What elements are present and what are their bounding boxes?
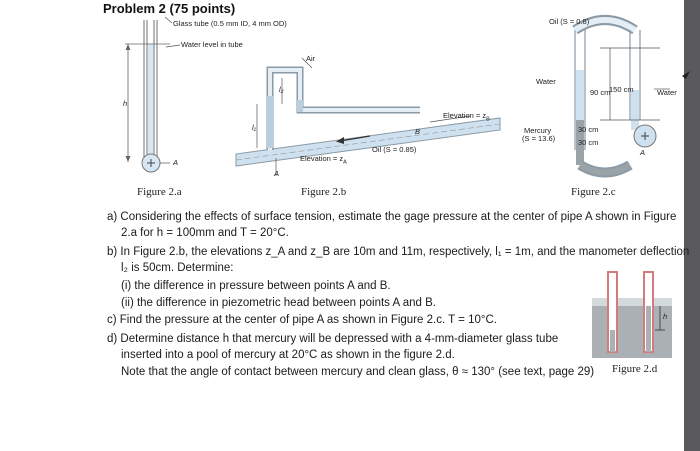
fig2a-point-a: A — [173, 158, 179, 167]
figure-2d-drawing — [592, 272, 672, 358]
fig2a-tube-label: Glass tube (0.5 mm ID, 4 mm OD) — [173, 19, 287, 28]
problem-title: Problem 2 (75 points) — [103, 1, 236, 16]
fig2b-l1: l₁ — [252, 123, 257, 132]
fig2c-mercury-s: (S = 13.6) — [522, 134, 556, 143]
question-a-line1: a) Considering the effects of surface tension, estimate the gage pressure at the center of pipe A shown in Figure — [107, 211, 677, 223]
fig2c-water-right: Water — [657, 88, 677, 97]
fig2c-point-a: A — [640, 148, 646, 157]
figure-2a-drawing — [125, 17, 180, 172]
fig2b-oil: Oil (S = 0.85) — [372, 145, 417, 154]
fig2a-h-label: h — [123, 99, 128, 108]
question-c: c) Find the pressure at the center of pipe A as shown in Figure 2.c. T = 10°C. — [107, 314, 497, 326]
fig2b-point-b: B — [415, 127, 421, 136]
question-b-line2: l₂ is 50cm. Determine: — [121, 262, 234, 274]
fig2b-elevation-b: Elevation = $z_B$ — [443, 111, 490, 123]
question-b-line1: b) In Figure 2.b, the elevations z_A and z_B are 10m and 11m, respectively, l₁ = 1m, and the manometer deflection — [107, 246, 690, 258]
question-d-line2: inserted into a pool of mercury at 20°C as shown in the figure 2.d. — [121, 349, 455, 361]
fig2c-mercury: Mercury — [524, 126, 552, 135]
fig2c-dim-30b: 30 cm — [578, 138, 599, 147]
fig2d-h: h — [663, 312, 668, 321]
fig2b-caption: Figure 2.b — [301, 186, 347, 198]
fig2a-caption: Figure 2.a — [137, 186, 182, 198]
fig2c-oil: Oil (S = 0.8) — [549, 17, 590, 26]
fig2c-dim-30a: 30 cm — [578, 125, 599, 134]
fig2c-caption: Figure 2.c — [571, 186, 616, 198]
question-b-ii: (ii) the difference in piezometric head between points A and B. — [121, 297, 436, 309]
fig2c-dim-150: 150 cm — [609, 85, 634, 94]
fig2c-dim-90: 90 cm — [590, 88, 611, 97]
fig2d-caption: Figure 2.d — [612, 363, 658, 375]
fig2a-water-label: Water level in tube — [181, 40, 243, 49]
question-d-line3: Note that the angle of contact between mercury and clean glass, θ ≈ 130° (see text, page 29) — [121, 366, 595, 378]
question-d-line1: d) Determine distance h that mercury will be depressed with a 4-mm-diameter glass tube — [107, 333, 559, 345]
fig2b-air: Air — [306, 54, 316, 63]
fig2b-elevation-a: Elevation = $z_A$ — [300, 154, 347, 166]
fig2b-l2: l₂ — [279, 85, 284, 94]
fig2b-point-a: A — [274, 169, 280, 178]
question-a-line2: 2.a for h = 100mm and T = 20°C. — [121, 227, 289, 239]
fig2c-water-left: Water — [536, 77, 556, 86]
question-b-i: (i) the difference in pressure between points A and B. — [121, 280, 391, 292]
